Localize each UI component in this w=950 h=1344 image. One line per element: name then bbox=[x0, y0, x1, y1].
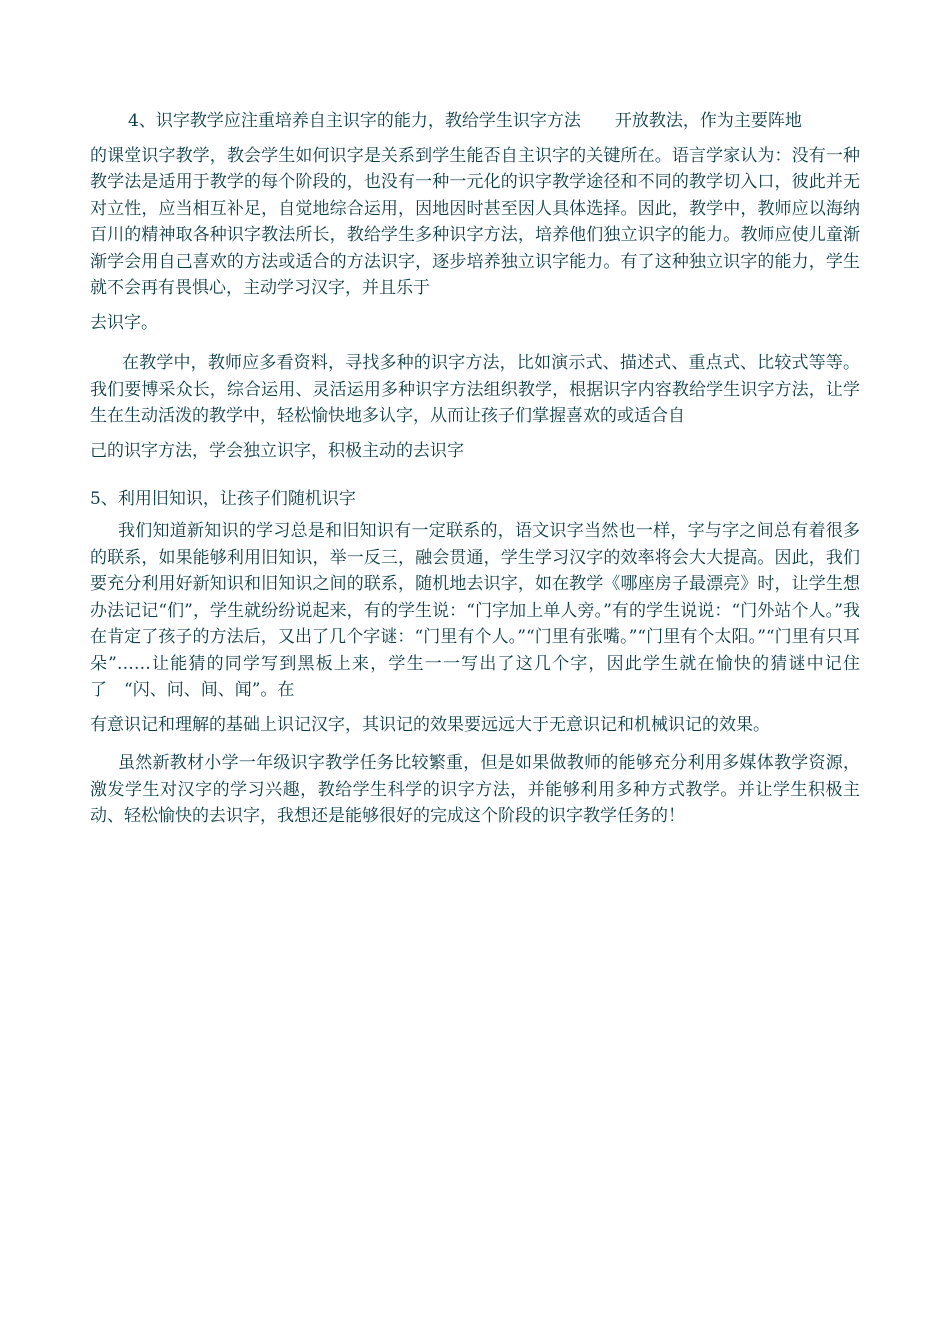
paragraph-4 bbox=[90, 108, 860, 336]
paragraph-4-end: 去识字。 bbox=[90, 312, 158, 333]
section-heading-5-text: 5、利用旧知识，让孩子们随机识字 bbox=[90, 489, 356, 509]
paragraph-conclusion-body: 虽然新教材小学一年级识字教学任务比较繁重，但是如果做教师的能够充分利用多媒体教学资源，激发学生对汉字的学习兴趣，教给学生科学的识字方法，并能够利用多种方式教学。并让学生积极主动、轻松愉快的去识字，我想还是能够很好的完成这个阶段的识字教学任务的！ bbox=[90, 753, 860, 826]
paragraph-4-body: 的课堂识字教学，教会学生如何识字是关系到学生能否自主识字的关键所在。语言学家认为：没有一种教学法是适用于教学的每个阶段的，也没有一种一元化的识字教学途径和不同的教学切入口，彼此并无对立性，应当相互补足，自觉地综合运用，因地因时甚至因人具体选择。因此，教学中，教师应以海纳百川的精神取各种识字教法所长，教给学生多种识字方法，培养他们独立识字的能力。教师应使儿童渐渐学会用自己喜欢的方法或适合的方法识字，逐步培养独立识字能力。有了这种独立识字的能力，学生就不会再有畏惧心，主动学习汉字，并且乐于 bbox=[90, 145, 860, 298]
document-page bbox=[90, 108, 860, 830]
paragraph-old-knowledge bbox=[90, 518, 860, 738]
line-gap bbox=[90, 704, 860, 712]
paragraph-teaching-methods bbox=[90, 350, 860, 464]
paragraph-old-knowledge-body: 我们知道新知识的学习总是和旧知识有一定联系的，语文识字当然也一样，字与字之间总有着很多的联系，如果能够利用旧知识，举一反三，融会贯通，学生学习汉字的效率将会大大提高。因此，我们要充分利用好新知识和旧知识之间的联系，随机地去识字，如在教学《哪座房子最漂亮》时，让学生想办法记记“们”，学生就纷纷说起来，有的学生说：“门字加上单人旁。”有的学生说说：“门外站个人。”我在肯定了孩子的方法后，又出了几个字谜：“门里有个人。”“门里有张嘴。”“门里有个太阳。”“门里有只耳朵”……让能猜的同学写到黑板上来，学生一一写出了这几个字，因此学生就在愉快的猜谜中记住了 “闪、问、间、闻”。在 bbox=[90, 521, 860, 700]
paragraph-teaching-methods-body: 在教学中，教师应多看资料，寻找多种的识字方法，比如演示式、描述式、重点式、比较式等等。我们要博采众长，综合运用、灵活运用多种识字方法组织教学，根据识字内容教给学生识字方法，让学生在生动活泼的教学中，轻松愉快地多认字，从而让孩子们掌握喜欢的或适合自 bbox=[90, 353, 860, 426]
paragraph-conclusion bbox=[90, 750, 860, 830]
paragraph-teaching-methods-end: 己的识字方法，学会独立识字，积极主动的去识字 bbox=[90, 440, 464, 461]
paragraph-old-knowledge-end: 有意识记和理解的基础上识记汉字，其识记的效果要远远大于无意识记和机械识记的效果。 bbox=[90, 714, 770, 735]
line-gap bbox=[90, 430, 860, 438]
section-heading-5 bbox=[90, 486, 860, 512]
paragraph-4-line-1: 4、识字教学应注重培养自主识字的能力，教给学生识字方法 开放教法，作为主要阵地 bbox=[128, 111, 802, 131]
line-gap bbox=[90, 135, 860, 143]
line-gap bbox=[90, 302, 860, 310]
